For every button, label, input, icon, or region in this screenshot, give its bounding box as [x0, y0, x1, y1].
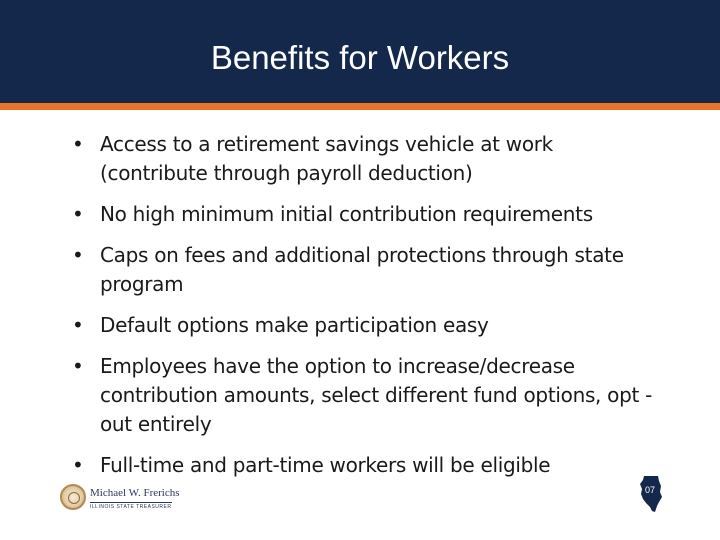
bullet-point-icon: •	[72, 243, 84, 267]
bullet-item	[72, 200, 662, 229]
bullet-point-icon: •	[72, 313, 84, 337]
bullet-item	[72, 352, 662, 439]
bullet-text: Full-time and part-time workers will be eligible	[100, 453, 551, 477]
bullet-point-icon: •	[72, 132, 84, 156]
treasurer-logo	[60, 484, 180, 514]
bullet-text: No high minimum initial contribution requirements	[100, 202, 593, 226]
logo-name: Michael W. Frerichs	[90, 487, 180, 499]
bullet-point-icon: •	[72, 354, 84, 378]
bullet-text: Default options make participation easy	[100, 313, 489, 337]
bullet-list	[72, 130, 662, 492]
bullet-point-icon: •	[72, 453, 84, 477]
title-banner	[0, 0, 720, 103]
state-seal-icon	[60, 484, 86, 510]
logo-divider	[90, 502, 172, 503]
bullet-text: Caps on fees and additional protections through state program	[100, 243, 624, 296]
bullet-item	[72, 241, 662, 299]
bullet-item	[72, 130, 662, 188]
logo-subtitle: ILLINOIS STATE TREASURER	[90, 504, 172, 510]
bullet-point-icon: •	[72, 202, 84, 226]
bullet-item	[72, 311, 662, 340]
bullet-item	[72, 451, 662, 480]
accent-stripe	[0, 103, 720, 110]
slide-title: Benefits for Workers	[210, 39, 510, 76]
bullet-text: Employees have the option to increase/decrease contribution amounts, select different fund options, opt -out entirely	[100, 354, 653, 436]
page-number: 07	[645, 485, 656, 495]
bullet-text: Access to a retirement savings vehicle at work (contribute through payroll deduction)	[100, 132, 553, 185]
